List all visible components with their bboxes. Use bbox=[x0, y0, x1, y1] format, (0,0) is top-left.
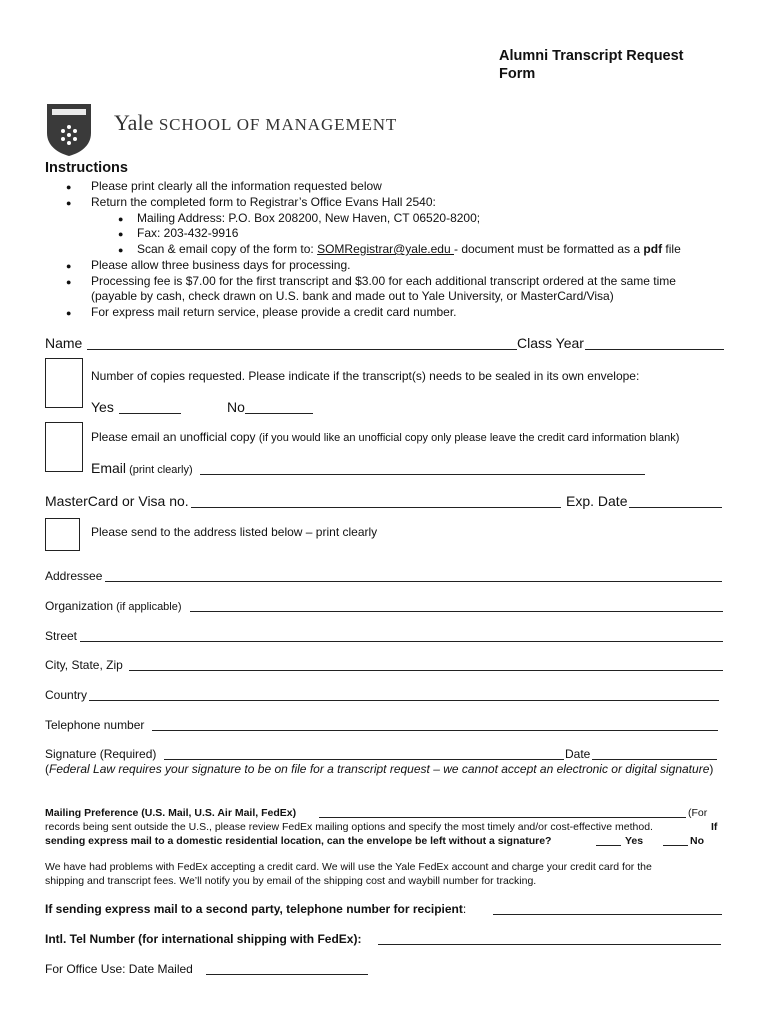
paren-open: ( bbox=[45, 762, 49, 776]
mailing-for-text: (For bbox=[688, 807, 708, 819]
instruction-item-5: For express mail return service, please provide a credit card number. bbox=[91, 305, 457, 319]
signature-label: Signature (Required) bbox=[45, 747, 157, 761]
logo-school: SCHOOL OF MANAGEMENT bbox=[158, 115, 398, 134]
instruction-item-1: Please print clearly all the information requested below bbox=[91, 179, 382, 193]
second-party-label-wrap bbox=[45, 902, 466, 916]
name-label: Name bbox=[45, 335, 83, 351]
copies-box[interactable] bbox=[45, 358, 83, 408]
exp-label: Exp. Date bbox=[566, 493, 628, 509]
intl-tel-label: Intl. Tel Number (for international shipping with FedEx): bbox=[45, 932, 362, 946]
form-title bbox=[499, 47, 739, 83]
email-field[interactable] bbox=[200, 474, 645, 475]
addressee-field[interactable] bbox=[105, 581, 722, 582]
form-title-line2: Form bbox=[499, 66, 536, 82]
mailing-if-text: If bbox=[711, 821, 718, 833]
email-note: (print clearly) bbox=[126, 464, 193, 476]
card-number-field[interactable] bbox=[191, 507, 561, 508]
class-year-label: Class Year bbox=[517, 335, 584, 351]
date-mailed-field[interactable] bbox=[206, 974, 368, 975]
country-label: Country bbox=[45, 688, 88, 702]
intl-tel-field[interactable] bbox=[378, 944, 721, 945]
telephone-field[interactable] bbox=[152, 730, 718, 731]
second-party-colon: : bbox=[462, 902, 467, 916]
instruction-item-3: Please allow three business days for processing. bbox=[91, 258, 351, 272]
bullet-icon: ● bbox=[66, 198, 72, 208]
name-field[interactable] bbox=[87, 349, 517, 350]
bullet-icon: ● bbox=[118, 245, 124, 255]
second-party-label: If sending express mail to a second party, telephone number for recipient bbox=[45, 902, 463, 916]
waiver-no-label: No bbox=[690, 835, 704, 847]
addressee-label: Addressee bbox=[45, 569, 103, 583]
street-field[interactable] bbox=[80, 641, 723, 642]
instruction-item-4-line2: (payable by cash, check drawn on U.S. bank and made out to Yale University, or MasterCard/Visa) bbox=[91, 289, 614, 303]
signature-field[interactable] bbox=[164, 759, 564, 760]
copies-text: Number of copies requested. Please indicate if the transcript(s) needs to be sealed in its own envelope: bbox=[91, 369, 640, 383]
instruction-sub-3 bbox=[137, 242, 681, 257]
form-title-line1: Alumni Transcript Request bbox=[499, 48, 684, 64]
telephone-label: Telephone number bbox=[45, 718, 145, 732]
bullet-icon: ● bbox=[66, 261, 72, 271]
unofficial-main: Please email an unofficial copy bbox=[91, 430, 259, 444]
sub3-mid: - document must be formatted as a bbox=[454, 242, 644, 256]
exp-date-field[interactable] bbox=[629, 507, 722, 508]
bullet-icon: ● bbox=[66, 182, 72, 192]
unofficial-copy-box[interactable] bbox=[45, 422, 83, 472]
instructions-heading: Instructions bbox=[45, 160, 128, 176]
logo-yale: Yale bbox=[114, 110, 154, 135]
yes-label: Yes bbox=[91, 399, 114, 415]
instruction-item-2: Return the completed form to Registrar’s Office Evans Hall 2540: bbox=[91, 195, 436, 209]
unofficial-note: (if you would like an unofficial copy only please leave the credit card information blank) bbox=[258, 432, 680, 444]
mailing-line3: sending express mail to a domestic residential location, can the envelope be left without a signature? bbox=[45, 835, 552, 847]
sub3-pre: Scan & email copy of the form to: bbox=[137, 242, 318, 256]
bullet-icon: ● bbox=[118, 214, 124, 224]
send-address-box[interactable] bbox=[45, 518, 80, 551]
date-label: Date bbox=[565, 747, 591, 761]
waiver-yes-label: Yes bbox=[625, 835, 644, 847]
country-field[interactable] bbox=[89, 700, 719, 701]
mailing-pref-label: Mailing Preference (U.S. Mail, U.S. Air Mail, FedEx) bbox=[45, 807, 297, 819]
city-state-zip-field[interactable] bbox=[129, 670, 723, 671]
sealed-yes-field[interactable] bbox=[119, 413, 181, 414]
bullet-icon: ● bbox=[66, 277, 72, 287]
instruction-sub-2: Fax: 203-432-9916 bbox=[137, 226, 239, 240]
sub3-post: file bbox=[662, 242, 681, 256]
sub3-pdf: pdf bbox=[643, 242, 663, 256]
organization-note: (if applicable) bbox=[113, 601, 182, 613]
fedex-note-line2: shipping and transcript fees. We’ll notify you by email of the shipping cost and waybill number for tracking. bbox=[45, 875, 537, 887]
instruction-sub-1: Mailing Address: P.O. Box 208200, New Haven, CT 06520-8200; bbox=[137, 211, 481, 225]
yale-shield-logo bbox=[46, 103, 92, 157]
office-use-label: For Office Use: Date Mailed bbox=[45, 962, 193, 976]
unofficial-text bbox=[91, 430, 679, 444]
email-label-wrap bbox=[91, 460, 193, 476]
date-field[interactable] bbox=[592, 759, 717, 760]
federal-note-text: Federal Law requires your signature to be on file for a transcript request – we cannot accept an electronic or digital signature bbox=[49, 762, 710, 776]
organization-field[interactable] bbox=[190, 611, 723, 612]
send-address-text: Please send to the address listed below – print clearly bbox=[91, 525, 378, 539]
class-year-field[interactable] bbox=[585, 349, 724, 350]
bullet-icon: ● bbox=[66, 308, 72, 318]
registrar-email-link[interactable]: SOMRegistrar@yale.edu bbox=[317, 242, 454, 256]
mailing-pref-field[interactable] bbox=[319, 817, 686, 818]
organization-label-wrap bbox=[45, 599, 182, 613]
signature-waiver-yes-field[interactable] bbox=[596, 845, 621, 846]
bullet-icon: ● bbox=[118, 229, 124, 239]
logo-wordmark bbox=[114, 110, 397, 136]
card-label: MasterCard or Visa no. bbox=[45, 493, 189, 509]
city-label: City, State, Zip bbox=[45, 658, 123, 672]
no-label: No bbox=[227, 399, 245, 415]
signature-waiver-no-field[interactable] bbox=[663, 845, 688, 846]
instruction-item-4-line1: Processing fee is $7.00 for the first transcript and $3.00 for each additional transcript ordered at the same time bbox=[91, 274, 676, 288]
federal-note bbox=[45, 762, 715, 777]
paren-close: ) bbox=[709, 762, 714, 776]
mailing-line2: records being sent outside the U.S., please review FedEx mailing options and specify the most timely and/or cost-effective method. bbox=[45, 821, 653, 833]
street-label: Street bbox=[45, 629, 78, 643]
email-label: Email bbox=[91, 460, 127, 476]
organization-label: Organization bbox=[45, 599, 114, 613]
fedex-note-line1: We have had problems with FedEx accepting a credit card. We will use the Yale FedEx account and charge your credit card for the bbox=[45, 861, 652, 873]
second-party-phone-field[interactable] bbox=[493, 914, 722, 915]
sealed-no-field[interactable] bbox=[245, 413, 313, 414]
